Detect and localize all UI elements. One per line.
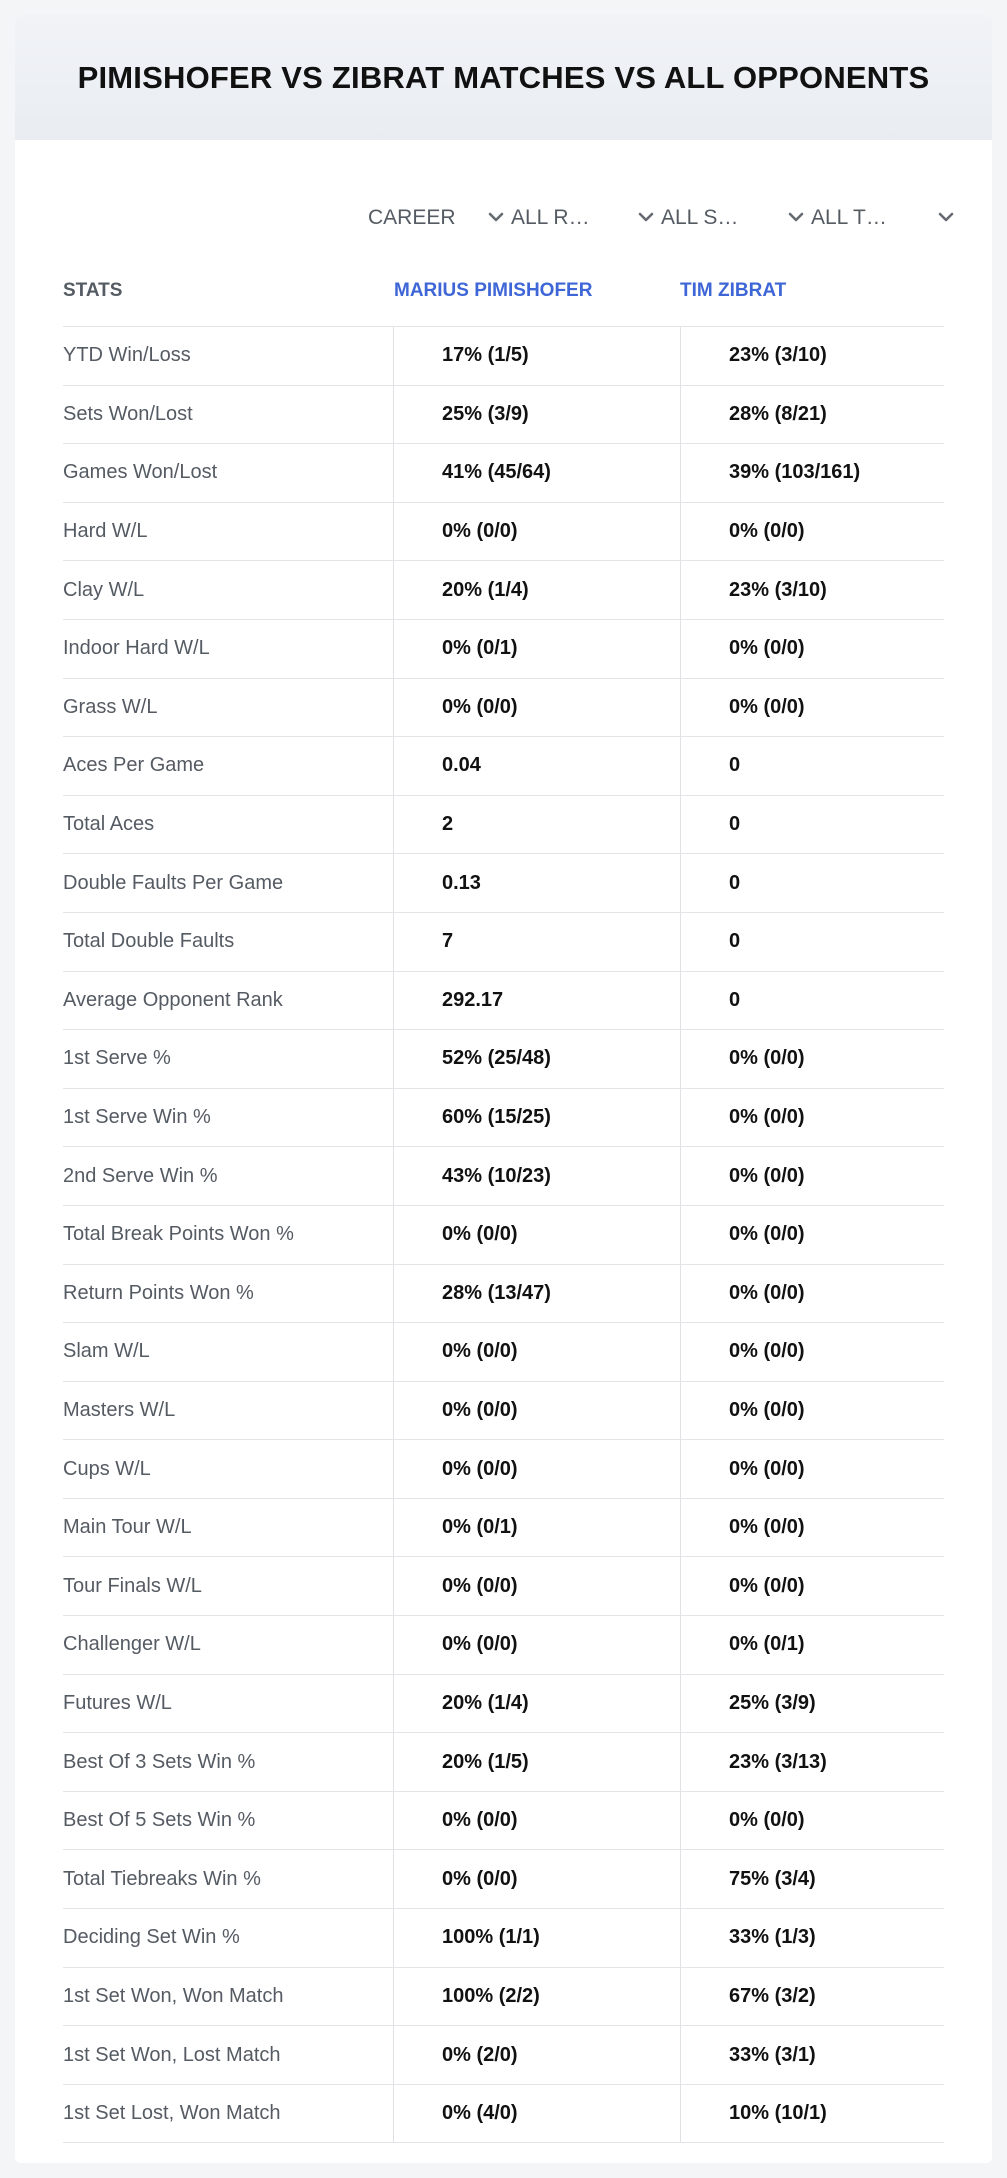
- stat-label: 1st Set Lost, Won Match: [63, 2102, 281, 2125]
- round-filter-select[interactable]: [511, 188, 654, 248]
- player2-value: 75% (3/4): [680, 1850, 944, 1908]
- player1-value: 100% (1/1): [393, 1909, 680, 1967]
- stat-label: 1st Serve %: [63, 1047, 171, 1070]
- stats-table: [63, 255, 944, 2143]
- page-title: PIMISHOFER VS ZIBRAT MATCHES VS ALL OPPONENTS: [77, 59, 930, 95]
- player1-value: 0% (0/0): [393, 1323, 680, 1381]
- player1-value: 0% (0/0): [393, 1382, 680, 1440]
- table-row: [63, 1206, 944, 1265]
- stat-label: 1st Serve Win %: [63, 1106, 211, 1129]
- table-row: [63, 561, 944, 620]
- table-row: [63, 1265, 944, 1324]
- table-row: [63, 1675, 944, 1734]
- card-header: [15, 15, 992, 140]
- player2-value: 25% (3/9): [680, 1675, 944, 1733]
- player1-value: 0% (0/0): [393, 503, 680, 561]
- table-row: [63, 1968, 944, 2027]
- stat-label: Clay W/L: [63, 578, 145, 601]
- table-row: [63, 972, 944, 1031]
- stat-label: Games Won/Lost: [63, 461, 218, 484]
- table-row: [63, 1616, 944, 1675]
- player1-value: 0% (0/0): [393, 679, 680, 737]
- player2-value: 0% (0/0): [680, 1206, 944, 1264]
- stat-label: Deciding Set Win %: [63, 1926, 240, 1949]
- stats-column-header: STATS: [63, 280, 123, 301]
- table-row: [63, 1147, 944, 1206]
- table-row: [63, 1850, 944, 1909]
- stat-label: Best Of 5 Sets Win %: [63, 1809, 256, 1832]
- stat-label: Slam W/L: [63, 1340, 150, 1363]
- player1-value: 0% (0/1): [393, 1499, 680, 1557]
- player1-value: 292.17: [393, 972, 680, 1030]
- table-row: [63, 1382, 944, 1441]
- player2-value: 0% (0/0): [680, 1440, 944, 1498]
- round-filter-label: ALL R…: [511, 206, 590, 229]
- player2-value: 23% (3/13): [680, 1733, 944, 1791]
- table-row: [63, 327, 944, 386]
- player1-value: 20% (1/4): [393, 1675, 680, 1733]
- stat-label: Sets Won/Lost: [63, 402, 193, 425]
- surface-filter-label: ALL S…: [661, 206, 739, 229]
- table-body: [63, 327, 944, 2143]
- player1-value: 28% (13/47): [393, 1265, 680, 1323]
- stat-label: Total Tiebreaks Win %: [63, 1867, 261, 1890]
- player1-value: 17% (1/5): [393, 327, 680, 385]
- player1-value: 60% (15/25): [393, 1089, 680, 1147]
- player1-value: 0% (0/0): [393, 1850, 680, 1908]
- player1-value: 20% (1/5): [393, 1733, 680, 1791]
- table-row: [63, 620, 944, 679]
- player2-value: 0% (0/0): [680, 503, 944, 561]
- player2-value: 0% (0/0): [680, 1323, 944, 1381]
- filter-bar: [15, 188, 992, 248]
- player2-value: 39% (103/161): [680, 444, 944, 502]
- table-row: [63, 679, 944, 738]
- chevron-down-icon: [638, 210, 654, 224]
- stat-label: Average Opponent Rank: [63, 988, 283, 1011]
- table-row: [63, 386, 944, 445]
- chevron-down-icon: [488, 210, 504, 224]
- player1-value: 0% (2/0): [393, 2026, 680, 2084]
- player2-value: 33% (1/3): [680, 1909, 944, 1967]
- player1-value: 41% (45/64): [393, 444, 680, 502]
- player1-value: 2: [393, 796, 680, 854]
- player2-value: 23% (3/10): [680, 561, 944, 619]
- stat-label: Total Aces: [63, 813, 155, 836]
- table-row: [63, 1323, 944, 1382]
- stat-label: Indoor Hard W/L: [63, 637, 210, 660]
- player1-value: 0% (4/0): [393, 2085, 680, 2143]
- player1-value: 25% (3/9): [393, 386, 680, 444]
- player2-value: 0% (0/1): [680, 1616, 944, 1674]
- player2-value: 0: [680, 854, 944, 912]
- stat-label: Aces Per Game: [63, 754, 205, 777]
- chevron-down-icon: [788, 210, 804, 224]
- player1-value: 0% (0/0): [393, 1440, 680, 1498]
- player2-value: 0% (0/0): [680, 1557, 944, 1615]
- player2-value: 0% (0/0): [680, 620, 944, 678]
- player2-value: 0: [680, 737, 944, 795]
- player2-value: 0% (0/0): [680, 1382, 944, 1440]
- player2-value: 67% (3/2): [680, 1968, 944, 2026]
- stat-label: Best Of 3 Sets Win %: [63, 1750, 256, 1773]
- tournament-filter-label: ALL T…: [811, 206, 887, 229]
- stat-label: 1st Set Won, Lost Match: [63, 2043, 281, 2066]
- career-filter-select[interactable]: [368, 188, 504, 248]
- player2-column-header[interactable]: TIM ZIBRAT: [680, 280, 787, 301]
- table-row: [63, 796, 944, 855]
- stat-label: Main Tour W/L: [63, 1516, 192, 1539]
- player1-value: 7: [393, 913, 680, 971]
- player2-value: 0: [680, 796, 944, 854]
- player1-value: 0% (0/0): [393, 1616, 680, 1674]
- table-row: [63, 913, 944, 972]
- surface-filter-select[interactable]: [661, 188, 804, 248]
- player1-value: 0.04: [393, 737, 680, 795]
- stats-card: [15, 15, 992, 2163]
- stat-label: Challenger W/L: [63, 1633, 201, 1656]
- stat-label: Total Double Faults: [63, 930, 235, 953]
- player1-value: 0% (0/1): [393, 620, 680, 678]
- table-row: [63, 1733, 944, 1792]
- player2-value: 10% (10/1): [680, 2085, 944, 2143]
- table-row: [63, 1909, 944, 1968]
- stat-label: Masters W/L: [63, 1398, 176, 1421]
- stat-label: Return Points Won %: [63, 1281, 254, 1304]
- stat-label: 2nd Serve Win %: [63, 1164, 218, 1187]
- player1-value: 0% (0/0): [393, 1206, 680, 1264]
- player2-value: 0% (0/0): [680, 1792, 944, 1850]
- table-row: [63, 737, 944, 796]
- player1-value: 0% (0/0): [393, 1557, 680, 1615]
- player2-value: 0% (0/0): [680, 1147, 944, 1205]
- stat-label: Total Break Points Won %: [63, 1223, 294, 1246]
- stat-label: Hard W/L: [63, 520, 148, 543]
- player2-value: 23% (3/10): [680, 327, 944, 385]
- table-row: [63, 503, 944, 562]
- player1-column-header[interactable]: MARIUS PIMISHOFER: [394, 280, 593, 301]
- player2-value: 28% (8/21): [680, 386, 944, 444]
- table-row: [63, 2085, 944, 2144]
- table-header: [63, 255, 944, 327]
- table-row: [63, 1792, 944, 1851]
- player2-value: 0: [680, 972, 944, 1030]
- table-row: [63, 444, 944, 503]
- player1-value: 100% (2/2): [393, 1968, 680, 2026]
- player1-value: 52% (25/48): [393, 1030, 680, 1088]
- stat-label: Tour Finals W/L: [63, 1574, 202, 1597]
- table-row: [63, 1089, 944, 1148]
- player1-value: 43% (10/23): [393, 1147, 680, 1205]
- stat-label: 1st Set Won, Won Match: [63, 1984, 284, 2007]
- table-row: [63, 1557, 944, 1616]
- player1-value: 20% (1/4): [393, 561, 680, 619]
- table-row: [63, 1440, 944, 1499]
- player2-value: 33% (3/1): [680, 2026, 944, 2084]
- player2-value: 0% (0/0): [680, 1089, 944, 1147]
- career-filter-label: CAREER: [368, 206, 456, 229]
- table-row: [63, 1499, 944, 1558]
- table-row: [63, 1030, 944, 1089]
- table-row: [63, 854, 944, 913]
- player1-value: 0.13: [393, 854, 680, 912]
- stat-label: YTD Win/Loss: [63, 344, 191, 367]
- stat-label: Futures W/L: [63, 1691, 172, 1714]
- stat-label: Grass W/L: [63, 695, 158, 718]
- tournament-filter-select[interactable]: [811, 188, 954, 248]
- table-row: [63, 2026, 944, 2085]
- player1-value: 0% (0/0): [393, 1792, 680, 1850]
- player2-value: 0: [680, 913, 944, 971]
- player2-value: 0% (0/0): [680, 1265, 944, 1323]
- stat-label: Cups W/L: [63, 1457, 151, 1480]
- chevron-down-icon: [938, 210, 954, 224]
- player2-value: 0% (0/0): [680, 1499, 944, 1557]
- stat-label: Double Faults Per Game: [63, 871, 284, 894]
- player2-value: 0% (0/0): [680, 679, 944, 737]
- player2-value: 0% (0/0): [680, 1030, 944, 1088]
